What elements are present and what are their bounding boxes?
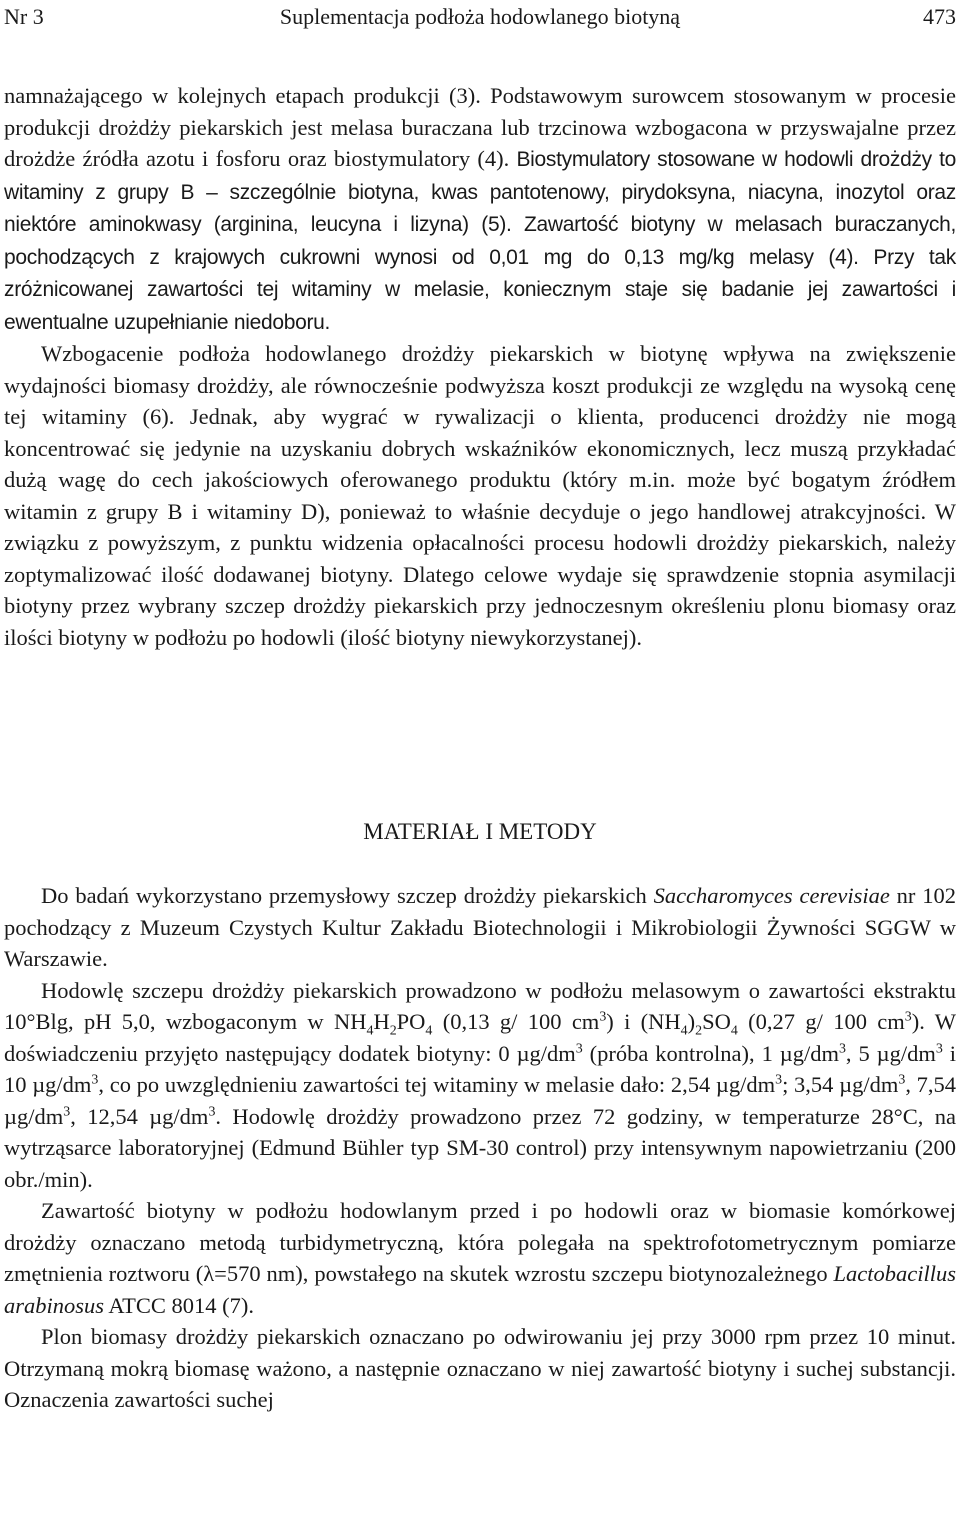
superscript-3: 3 xyxy=(838,1041,846,1056)
intro-p1-sans: Biostymulatory stosowane w hodowli drożdży to witaminy z grupy B – szczególnie biotyna, kwas pantotenowy, pirydoksyna, niacyna, inozytol oraz niektóre aminokwasy (arginina, leucyna i lizyna) (5). Zawartość biotyny w melasach buraczanych, pochodzących z krajowych cukrowni wynosi od 0,01 mg do 0,13 mg/kg melasy (4). Przy tak zróżnicowanej zawartości tej witaminy w melasie, koniecznym staje się badanie jej zawartości i ewentualne uzupełnianie niedoboru. xyxy=(4,148,956,334)
subscript-4: 4 xyxy=(425,1023,433,1039)
methods-p3-a: Zawartość biotyny w podłożu hodowlanym przed i po hodowli oraz w biomasie komórkowej drożdży oznaczano metodą turbidymetryczną, która polegała na spektrofotometrycznym pomiarze zmętnienia roztworu (λ=570 nm), powstałego na skutek wzrostu szczepu biotynozależnego xyxy=(4,1198,956,1286)
formula-h: H xyxy=(373,1009,390,1034)
intro-paragraph-1 xyxy=(4,80,956,338)
methods-paragraph-4: Plon biomasy drożdży piekarskich oznaczano po odwirowaniu jej przy 3000 rpm przez 10 minut. Otrzymaną mokrą biomasę ważono, a następnie oznaczano w niej zawartość biotyny i suchej substancji. Oznaczenia zawartości suchej xyxy=(4,1324,956,1412)
methods-p2-m: , 12,54 µg/dm xyxy=(70,1103,209,1129)
superscript-3: 3 xyxy=(63,1104,71,1119)
methods-p2-f: ). W doświadczeniu przyjęto następujący dodatek biotyny: 0 µg/dm xyxy=(4,1009,957,1066)
methods-p2-d: ) xyxy=(687,1009,696,1034)
methods-p2-g: (próba kontrolna), 1 µg/dm xyxy=(582,1040,839,1066)
intro-p1-serif: namnażającego w kolejnych etapach produkcji (3). Podstawowym surowcem stosowanym w procesie produkcji drożdży piekarskich jest melasa buraczana lub trzcinowa wzbogacona w przyswajalne przez drożdże źródła azotu i fosforu oraz biostymulatory (4). xyxy=(4,83,956,171)
methods-p1-text-b: nr 102 pochodzący z Muzeum Czystych Kultur Zakładu Biotechnologii i Mikrobiologii Żywności SGGW w Warszawie. xyxy=(4,883,956,971)
methods-p2-n: . Hodowlę drożdży prowadzono przez 72 godziny, w temperaturze 28°C, na wytrząsarce laboratoryjnej (Edmund Bühler typ SM-30 control) przy intensywnym napowietrzaniu (200 obr./min). xyxy=(4,1103,956,1192)
methods-p2-a: Hodowlę szczepu drożdży piekarskich prowadzono w podłożu melasowym o zawartości ekstraktu 10°Blg, pH 5,0, wzbogaconym w NH xyxy=(4,977,956,1034)
methods-p2-h: , 5 µg/dm xyxy=(845,1040,936,1066)
superscript-3: 3 xyxy=(935,1041,943,1056)
methods-paragraph-2 xyxy=(4,975,956,1196)
subscript-4: 4 xyxy=(680,1023,688,1039)
superscript-3: 3 xyxy=(91,1072,99,1088)
methods-p2-c: ) i (NH xyxy=(606,1009,681,1034)
issue-number: Nr 3 xyxy=(4,4,44,29)
methods-p2-i: i 10 µg/dm xyxy=(4,1040,956,1097)
section-title: MATERIAŁ I METODY xyxy=(363,819,597,844)
running-header xyxy=(4,2,956,32)
formula-po: PO xyxy=(396,1009,426,1034)
methods-p2-k: ; 3,54 µg/dm xyxy=(782,1072,899,1097)
running-title: Suplementacja podłoża hodowlanego biotyną xyxy=(279,4,681,29)
methods-paragraph-3 xyxy=(4,1195,956,1321)
species-name-lactobacillus: Lactobacillus arabinosus xyxy=(4,1261,956,1318)
subscript-4: 4 xyxy=(730,1023,738,1039)
superscript-3: 3 xyxy=(599,1009,607,1025)
methods-p2-e: (0,27 g/ 100 cm xyxy=(737,1009,905,1034)
superscript-3: 3 xyxy=(208,1104,216,1119)
species-name-saccharomyces: Saccharomyces cerevisiae xyxy=(653,883,890,908)
methods-paragraph-1 xyxy=(4,880,956,975)
subscript-2: 2 xyxy=(389,1023,397,1039)
subscript-2: 2 xyxy=(695,1023,703,1039)
page-number: 473 xyxy=(923,4,956,29)
methods-p3-b: ATCC 8014 (7). xyxy=(104,1292,255,1318)
intro-paragraph-2: Wzbogacenie podłoża hodowlanego drożdży piekarskich w biotynę wpływa na zwiększenie wydajności biomasy drożdży, ale równocześnie podwyższa koszt produkcji ze względu na wysoką cenę tej witaminy (6). Jednak, aby wygrać w rywalizacji o klienta, producenci drożdży nie mogą koncentrować się jedynie na uzyskaniu dobrych wskaźników ekonomicznych, lecz muszą przykładać dużą wagę do cech jakościowych oferowanego produktu (który m.in. może być bogatym źródłem witamin z grupy B i witaminy D), ponieważ to właśnie decyduje o jego handlowej atrakcyjności. W związku z powyższym, z punktu widzenia opłacalności procesu hodowli drożdży piekarskich, należy zoptymalizować ilość dodawanej biotyny. Dlatego celowe wydaje się sprawdzenie stopnia asymilacji biotyny przez wybrany szczep drożdży piekarskich przy jednoczesnym określeniu plonu biomasy oraz ilości biotyny w podłożu po hodowli (ilość biotyny niewykorzystanej). xyxy=(4,341,956,650)
methods-p2-l: , 7,54 µg/dm xyxy=(4,1072,957,1129)
subscript-4: 4 xyxy=(366,1023,374,1039)
methods-section xyxy=(4,880,956,1416)
intro-section xyxy=(4,80,956,653)
methods-p2-b: (0,13 g/ 100 cm xyxy=(432,1009,600,1034)
superscript-3: 3 xyxy=(575,1041,583,1056)
superscript-3: 3 xyxy=(775,1072,783,1088)
superscript-3: 3 xyxy=(898,1072,906,1088)
formula-so: SO xyxy=(702,1009,731,1034)
superscript-3: 3 xyxy=(904,1009,912,1025)
methods-p1-text-a: Do badań wykorzystano przemysłowy szczep drożdży piekarskich xyxy=(41,883,654,908)
methods-p2-j: , co po uwzględnieniu zawartości tej witaminy w melasie dało: 2,54 µg/dm xyxy=(98,1072,776,1097)
